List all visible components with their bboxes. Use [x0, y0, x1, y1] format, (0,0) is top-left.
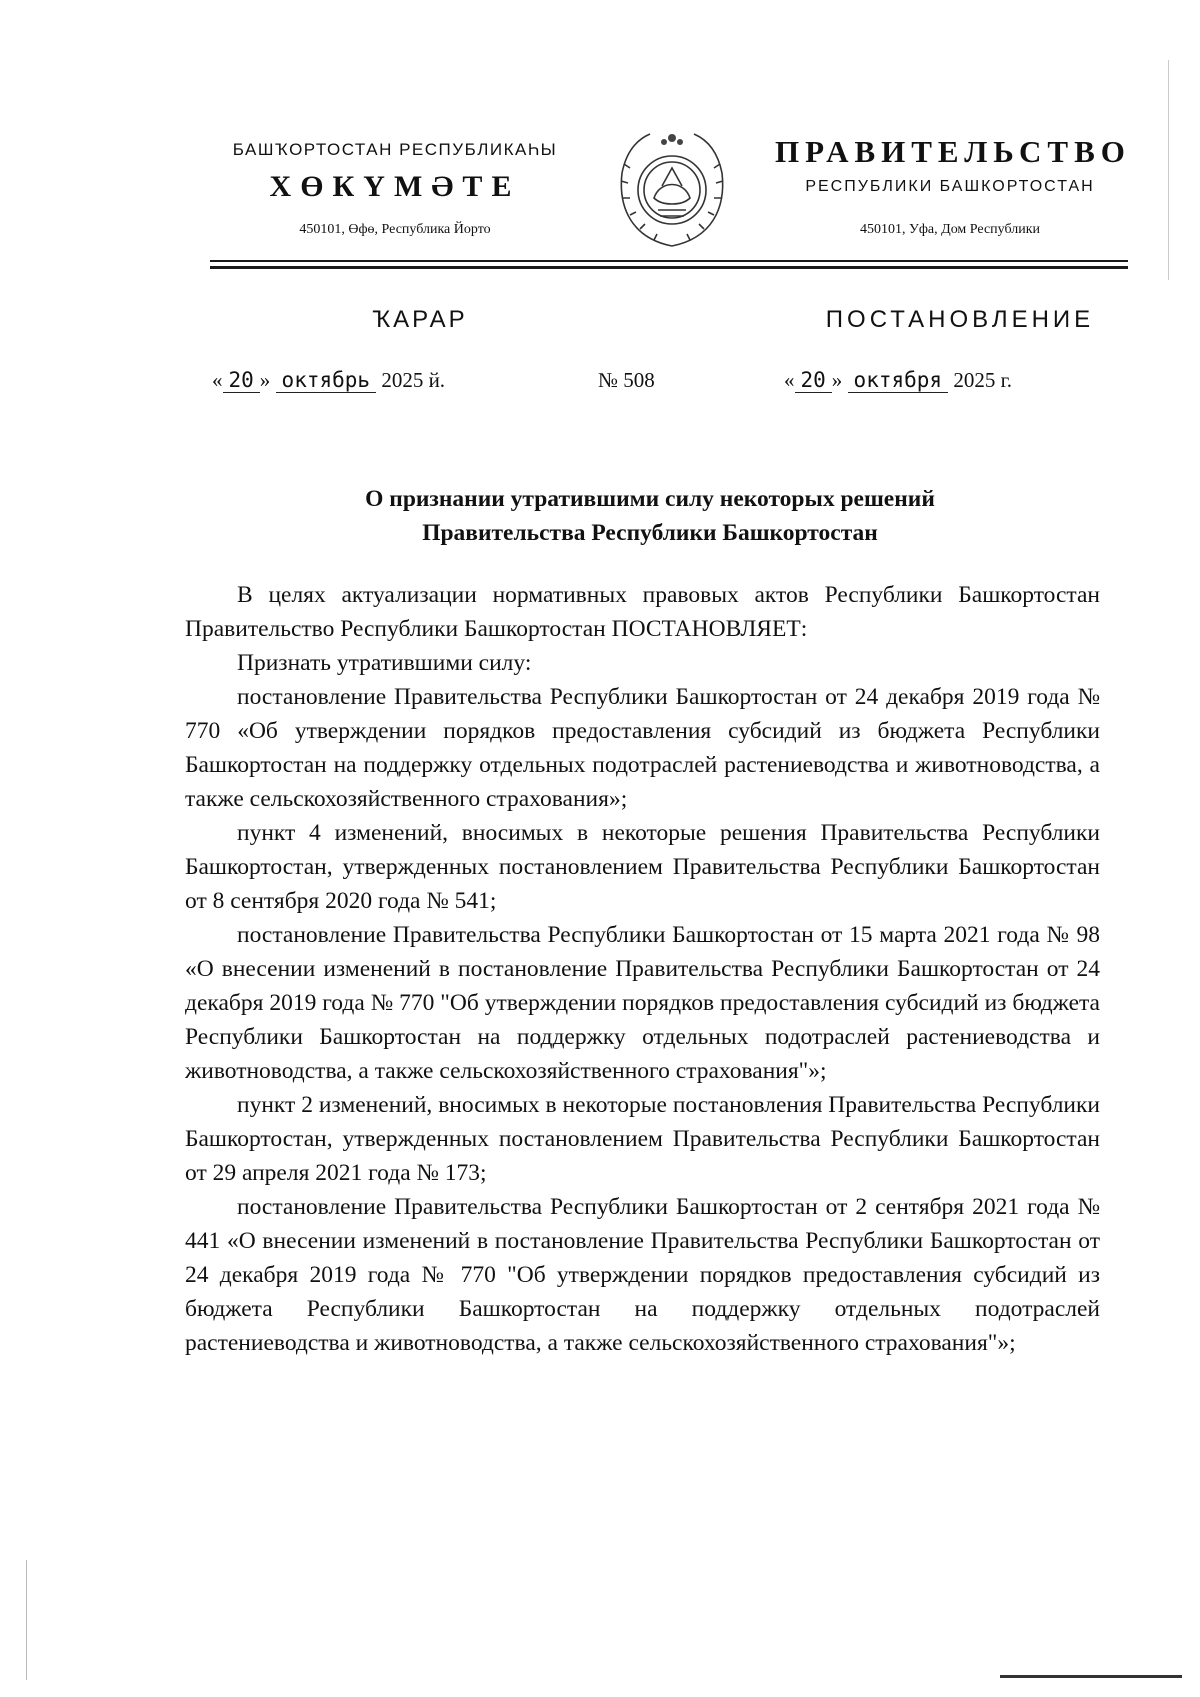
body-paragraph-3: постановление Правительства Республики Башкортостан от 24 декабря 2019 года № 770 «Об утверждении порядков предоставления субсидий из бюджета Республики Башкортостан на поддержку отдельных подотраслей растениеводства и животноводства, а также сельскохозяйственного страхования»;	[185, 684, 1100, 812]
date-left-year: 2025 й.	[381, 368, 446, 392]
date-left-close-quote: »	[259, 368, 271, 392]
body-paragraph-1: В целях актуализации нормативных правовых актов Республики Башкортостан Правительство Республики Башкортостан ПОСТАНОВЛЯЕТ:	[185, 582, 1100, 642]
date-right-day: 20	[795, 368, 832, 393]
date-right	[784, 368, 1012, 393]
header-right-republic: РЕСПУБЛИКИ БАШКОРТОСТАН	[805, 178, 1095, 195]
header-left-government: ХӨКҮМӘТЕ	[269, 170, 521, 203]
document-number: № 508	[598, 368, 655, 392]
date-right-year: 2025 г.	[953, 368, 1013, 392]
scan-edge-mark-left	[26, 1560, 27, 1680]
header-divider-thin	[210, 260, 1128, 262]
date-right-open-quote: «	[784, 368, 795, 392]
doc-type-postanovlenie: ПОСТАНОВЛЕНИЕ	[825, 306, 1095, 333]
scan-edge-mark-bottom	[1000, 1675, 1182, 1678]
header-left-address: 450101, Өфө, Республика Йорто	[299, 222, 491, 237]
body-paragraph-7: постановление Правительства Республики Башкортостан от 2 сентября 2021 года № 441 «О внесении изменений в постановление Правительства Республики Башкортостан от 24 декабря 2019 года № 770 "Об утверждении порядков предоставления субсидий из бюджета Республики Башкортостан на поддержку отдельных подотраслей растениеводства и животноводства, а также сельскохозяйственного страхования"»;	[185, 1194, 1100, 1356]
body-paragraph-4: пункт 4 изменений, вносимых в некоторые решения Правительства Республики Башкортостан, утвержденных постановлением Правительства Республики Башкортостан от 8 сентября 2020 года № 541;	[185, 820, 1100, 914]
header-right-address: 450101, Уфа, Дом Республики	[859, 222, 1041, 237]
doc-type-karar: ҠАРАР	[372, 306, 468, 333]
header-divider-thick	[210, 266, 1128, 269]
date-right-month: октября	[848, 368, 949, 393]
date-left-open-quote: «	[212, 368, 223, 392]
header-left-republic: БАШҠОРТОСТАН РЕСПУБЛИКАҺЫ	[232, 140, 558, 159]
date-left-month: октябрь	[276, 368, 377, 393]
body-paragraph-2: Признать утратившими силу:	[237, 650, 532, 676]
header-right-government: ПРАВИТЕЛЬСТВО	[775, 134, 1131, 169]
date-left-day: 20	[223, 368, 260, 393]
date-right-close-quote: »	[831, 368, 843, 392]
scan-edge-mark-right	[1168, 60, 1169, 280]
body-paragraph-5: постановление Правительства Республики Башкортостан от 15 марта 2021 года № 98 «О внесении изменений в постановление Правительства Республики Башкортостан от 24 декабря 2019 года № 770 "Об утверждении порядков предоставления субсидий из бюджета Республики Башкортостан на поддержку отдельных подотраслей растениеводства и животноводства, а также сельскохозяйственного страхования"»;	[185, 922, 1100, 1084]
body-paragraph-6: пункт 2 изменений, вносимых в некоторые постановления Правительства Республики Башкортостан, утвержденных постановлением Правительства Республики Башкортостан от 29 апреля 2021 года № 173;	[185, 1092, 1100, 1186]
document-body	[185, 578, 1100, 1360]
document-title	[200, 482, 1100, 550]
coat-of-arms-icon	[612, 128, 732, 253]
title-line-1: О признании утратившими силу некоторых решений	[365, 486, 935, 512]
date-left	[212, 368, 445, 393]
title-line-2: Правительства Республики Башкортостан	[422, 520, 878, 546]
